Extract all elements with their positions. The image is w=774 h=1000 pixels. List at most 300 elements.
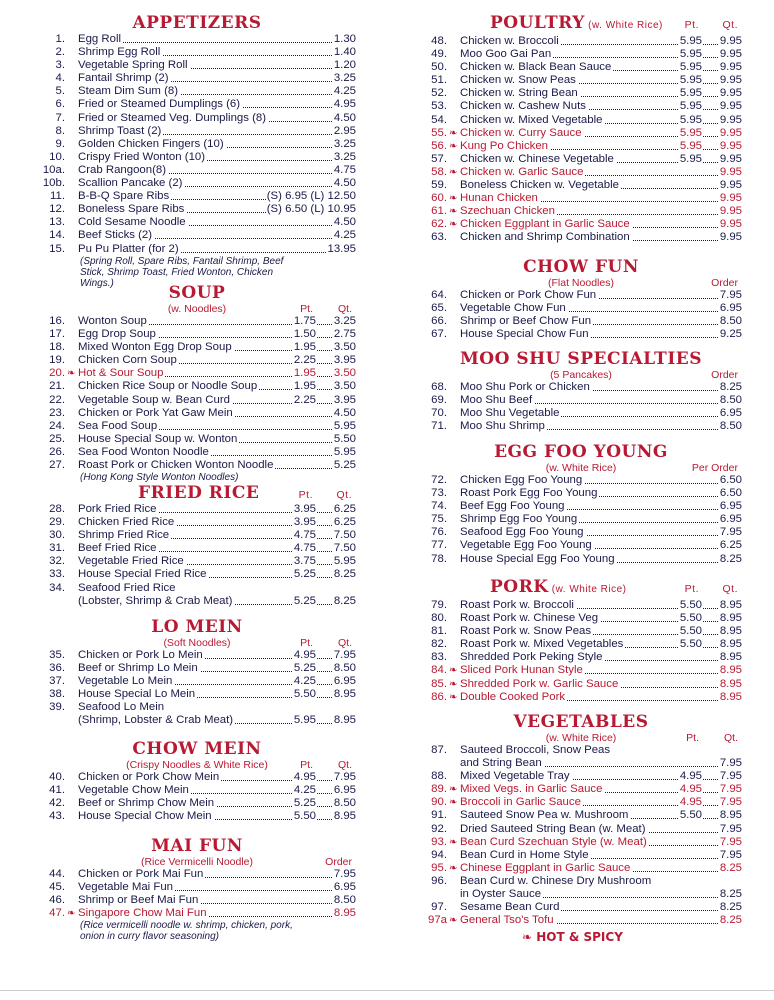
pepper-icon: ❧ — [449, 678, 458, 690]
item-price: 6.25 — [719, 539, 742, 552]
item-number: 12. — [49, 203, 65, 216]
item-number: 91. — [431, 809, 447, 822]
item-name: Bean Curd Szechuan Style (w. Meat) — [460, 835, 647, 848]
item-number: 92. — [431, 822, 447, 835]
item-number: 90. — [431, 796, 447, 809]
item-name: Shrimp Egg Roll — [78, 46, 161, 59]
menu-item — [38, 675, 356, 688]
menu-item — [38, 315, 356, 328]
item-name: Bean Curd in Home Style — [460, 848, 589, 861]
pepper-icon: ❧ — [449, 140, 458, 152]
item-name: Hot & Sour Soup — [78, 367, 164, 380]
menu-item — [420, 836, 742, 849]
item-price-pint: 5.95 — [679, 113, 702, 126]
menu-item — [38, 72, 356, 85]
item-price-quart: 7.95 — [333, 771, 356, 783]
menu-item — [420, 153, 742, 166]
menu-item — [38, 229, 356, 242]
section-subheader — [38, 303, 356, 315]
menu-item — [38, 784, 356, 797]
item-price: 8.50 — [333, 894, 356, 907]
item-number: 10b. — [42, 177, 65, 190]
column-header-pint: Pt. — [300, 759, 313, 771]
menu-item — [38, 125, 356, 138]
item-price-pint: 5.25 — [293, 797, 316, 810]
item-price-quart: 7.95 — [719, 848, 742, 861]
item-price-quart: 3.25 — [333, 315, 356, 327]
item-name: Chicken w. Mixed Vegetable — [460, 113, 603, 126]
item-price-quart: 6.95 — [333, 784, 356, 797]
section-title — [38, 837, 356, 856]
item-number: 8. — [55, 124, 65, 137]
item-name: Shrimp Egg Foo Young — [460, 513, 578, 526]
menu-item — [38, 894, 356, 907]
item-name: Sea Food Wonton Noodle — [78, 445, 209, 458]
item-name: Egg Roll — [78, 33, 122, 45]
menu-item-continued — [420, 757, 742, 770]
item-price-pint: 4.95 — [293, 771, 316, 783]
menu-item — [38, 407, 356, 420]
menu-item — [420, 612, 742, 625]
item-price-quart: 5.95 — [333, 445, 356, 458]
section-chow-fun — [420, 258, 742, 341]
item-name: Roast Pork or Chicken Wonton Noodle — [78, 459, 274, 472]
pepper-icon: ❧ — [449, 836, 458, 848]
menu-item — [38, 529, 356, 542]
pepper-icon: ❧ — [449, 784, 458, 796]
item-price-quart: 3.50 — [333, 341, 356, 354]
item-number: 31. — [49, 542, 65, 555]
item-number: 27. — [49, 459, 65, 472]
menu-item — [420, 394, 742, 407]
section-note: (Spring Roll, Spare Ribs, Fantail Shrimp, Beef Stick, Shrimp Toast, Fried Wonton, Chicken Wings.) — [80, 255, 284, 289]
item-name: Vegetable Lo Mein — [78, 675, 173, 688]
menu-item — [420, 407, 742, 420]
menu-item — [38, 138, 356, 151]
item-price: 4.25 — [333, 85, 356, 98]
menu-item-continued — [420, 888, 742, 901]
item-name: Roast Pork w. Broccoli — [460, 599, 574, 611]
item-name: Broccoli in Garlic Sauce — [460, 796, 581, 809]
pepper-icon: ❧ — [449, 193, 458, 205]
menu-item — [420, 513, 742, 526]
section-title-text: FRIED RICE — [138, 483, 260, 503]
item-price-quart: 8.25 — [719, 914, 742, 927]
item-name: Chicken w. Chinese Vegetable — [460, 152, 614, 165]
menu-item — [38, 190, 356, 203]
item-number: 40. — [49, 771, 65, 783]
item-number: 46. — [49, 894, 65, 907]
item-number: 69. — [431, 394, 447, 407]
menu-item — [38, 112, 356, 125]
item-price-quart: 9.95 — [719, 74, 742, 87]
item-name: Beef or Shrimp Lo Mein — [78, 662, 198, 675]
item-price: 13.95 — [327, 242, 356, 255]
section-pork — [420, 578, 742, 704]
item-price-pint: 4.95 — [679, 783, 702, 796]
menu-item — [38, 328, 356, 341]
item-name: Beef Sticks (2) — [78, 229, 153, 242]
section-subtitle: (Rice Vermicelli Noodle) — [140, 856, 254, 868]
section-subtitle: (w. White Rice) — [545, 732, 617, 744]
item-price-quart: 6.25 — [333, 516, 356, 529]
item-price-pint: 4.25 — [293, 675, 316, 688]
section-moo-shu-specialties — [420, 350, 742, 433]
menu-item — [420, 487, 742, 500]
item-name: Roast Pork w. Mixed Vegetables — [460, 638, 624, 651]
item-name: Pu Pu Platter (for 2) — [78, 242, 179, 255]
section-title-text: LO MEIN — [151, 617, 243, 637]
item-price-quart: 5.50 — [333, 432, 356, 445]
menu-item — [38, 433, 356, 446]
menu-item — [38, 367, 356, 380]
item-number: 4. — [55, 72, 65, 85]
item-name: Vegetable Spring Roll — [78, 59, 188, 72]
column-header-pint: Pt. — [684, 583, 699, 595]
item-name: Sesame Bean Curd — [460, 901, 560, 914]
item-price-pint: 2.25 — [293, 393, 316, 406]
item-name: Egg Drop Soup — [78, 328, 156, 341]
item-name: House Special Fried Rice — [78, 568, 207, 581]
menu-item — [420, 61, 742, 74]
item-price: 2.95 — [333, 124, 356, 137]
menu-item — [420, 783, 742, 796]
item-price: 7.95 — [333, 868, 356, 880]
menu-item — [420, 862, 742, 875]
item-number: 25. — [49, 432, 65, 445]
section-subtitle: (w. Noodles) — [167, 303, 227, 315]
item-name: Roast Pork w. Chinese Veg — [460, 612, 599, 625]
column-header-pint: Pt. — [300, 637, 313, 649]
item-number: 5. — [55, 85, 65, 98]
item-number: 81. — [431, 625, 447, 638]
item-price-quart: 9.95 — [719, 126, 742, 139]
menu-item-continued — [38, 714, 356, 727]
menu-item — [38, 394, 356, 407]
item-number: 63. — [431, 231, 447, 244]
item-price-pint: 5.50 — [679, 599, 702, 611]
item-price: 7.95 — [719, 526, 742, 539]
section-subheader — [420, 732, 742, 744]
section-lo-mein — [38, 618, 356, 728]
section-title-text: SOUP — [168, 283, 226, 303]
item-name: Dried Sauteed String Bean (w. Meat) — [460, 822, 646, 835]
item-number: 44. — [49, 868, 65, 880]
item-price-pint: 5.95 — [679, 139, 702, 152]
menu-item — [420, 381, 742, 394]
menu-item — [420, 796, 742, 809]
item-number: 1. — [55, 33, 65, 45]
item-name: Chicken w. Snow Peas — [460, 74, 576, 87]
item-price-pint: 4.75 — [293, 529, 316, 542]
item-number: 87. — [431, 744, 447, 756]
menu-item — [38, 503, 356, 516]
item-name: Sea Food Soup — [78, 419, 158, 432]
bottom-divider — [0, 990, 774, 991]
section-fried-rice — [38, 484, 356, 608]
section-subheader — [38, 856, 356, 868]
column-header-pint: Pt. — [300, 303, 313, 315]
item-price-quart: 5.95 — [333, 419, 356, 432]
item-price: 8.50 — [719, 420, 742, 433]
item-name: Mixed Vegs. in Garlic Sauce — [460, 783, 603, 796]
item-number: 18. — [49, 341, 65, 354]
item-price-pint: 4.95 — [679, 796, 702, 809]
item-price-quart: 8.25 — [719, 888, 742, 901]
item-price-quart: 8.95 — [719, 599, 742, 611]
item-price: 8.25 — [719, 552, 742, 565]
menu-item — [420, 809, 742, 822]
menu-item — [38, 59, 356, 72]
item-number: 9. — [55, 137, 65, 150]
item-price-quart: 8.25 — [333, 594, 356, 607]
item-price-pint: 5.25 — [293, 568, 316, 581]
section-note: (Hong Kong Style Wonton Noodles) — [80, 472, 239, 484]
item-price-pint: 5.95 — [679, 35, 702, 47]
section-subheader — [38, 759, 356, 771]
item-price: 3.25 — [333, 150, 356, 163]
pepper-icon: ❧ — [449, 665, 458, 677]
item-number: 60. — [431, 192, 447, 205]
item-price-pint: 4.95 — [679, 770, 702, 783]
item-price: 6.50 — [719, 487, 742, 500]
item-number: 83. — [431, 651, 447, 664]
legend-label: HOT & SPICY — [536, 930, 623, 944]
item-name: Shrimp or Beef Chow Fun — [460, 315, 592, 328]
item-price-quart: 8.95 — [333, 714, 356, 727]
item-number: 30. — [49, 529, 65, 542]
item-price: 4.50 — [333, 216, 356, 229]
menu-item — [420, 526, 742, 539]
menu-item — [420, 48, 742, 61]
item-name: Seafood Egg Foo Young — [460, 526, 584, 539]
item-price-quart: 8.25 — [719, 901, 742, 914]
column-header-quart: Order — [711, 369, 738, 381]
item-price-pint: 1.95 — [293, 367, 316, 380]
item-price: (S) 6.50 (L) 10.95 — [266, 203, 356, 216]
section-title — [38, 284, 356, 303]
item-name: Shrimp or Beef Mai Fun — [78, 894, 199, 907]
item-number: 48. — [431, 35, 447, 47]
item-price-quart: 8.95 — [719, 651, 742, 664]
menu-item — [420, 474, 742, 487]
menu-item — [420, 500, 742, 513]
item-name: Moo Shu Shrimp — [460, 420, 545, 433]
item-number: 16. — [49, 315, 65, 327]
pepper-icon: ❧ — [449, 127, 458, 139]
item-name: Fantail Shrimp (2) — [78, 72, 169, 85]
column-header-quart: Qt. — [722, 19, 738, 31]
item-name: Boneless Spare Ribs — [78, 203, 185, 216]
item-number: 71. — [431, 420, 447, 433]
item-name: Sauteed Broccoli, Snow Peas — [460, 744, 611, 756]
item-number: 36. — [49, 662, 65, 675]
item-price: 1.30 — [333, 33, 356, 45]
menu-item — [38, 555, 356, 568]
item-price: 6.95 — [333, 881, 356, 894]
item-name: Pork Fried Rice — [78, 503, 157, 515]
item-number: 84. — [431, 664, 447, 677]
item-number: 97a — [427, 914, 447, 927]
menu-item — [420, 302, 742, 315]
item-number: 93. — [431, 835, 447, 848]
column-header-quart: Qt. — [336, 489, 352, 501]
item-price-quart: 7.95 — [719, 770, 742, 783]
item-number: 11. — [50, 190, 65, 203]
section-title — [420, 713, 742, 732]
section-vegetables — [420, 713, 742, 927]
item-name: Chicken or Pork Chow Fun — [460, 289, 597, 301]
item-number: 62. — [431, 218, 447, 231]
item-price-quart: 9.95 — [719, 231, 742, 244]
item-description: and String Bean — [460, 757, 542, 770]
item-number: 10. — [49, 150, 65, 163]
menu-item — [420, 74, 742, 87]
menu-item — [420, 100, 742, 113]
item-number: 64. — [431, 289, 447, 301]
section-title-text: MOO SHU SPECIALTIES — [459, 349, 703, 369]
item-number: 78. — [431, 552, 447, 565]
menu-item — [420, 691, 742, 704]
item-price: 4.25 — [333, 229, 356, 242]
column-header-quart: Qt. — [337, 759, 352, 771]
item-name: Mixed Wonton Egg Drop Soup — [78, 341, 232, 354]
column-header-quart: Order — [711, 277, 738, 289]
menu-item — [38, 85, 356, 98]
item-name: Crispy Fried Wonton (10) — [78, 150, 206, 163]
item-name: Chicken w. Black Bean Sauce — [460, 61, 612, 74]
section-title — [38, 618, 356, 637]
item-name: House Special Soup w. Wonton — [78, 432, 238, 445]
section-title — [420, 350, 742, 369]
menu-item — [420, 192, 742, 205]
item-price: 4.95 — [333, 98, 356, 111]
section-soup — [38, 284, 356, 483]
item-price-quart: 8.95 — [719, 677, 742, 690]
item-number: 73. — [431, 487, 447, 500]
menu-item — [38, 216, 356, 229]
section-title — [38, 14, 356, 33]
pepper-icon: ❧ — [449, 166, 458, 178]
section-title — [38, 484, 356, 503]
menu-item — [420, 539, 742, 552]
item-price-pint: 5.95 — [293, 714, 316, 727]
item-number: 55. — [431, 126, 447, 139]
item-number: 37. — [49, 675, 65, 688]
pepper-icon: ❧ — [449, 219, 458, 231]
column-header-quart: Qt. — [337, 637, 352, 649]
item-name: Shredded Pork w. Garlic Sauce — [460, 677, 619, 690]
item-price-pint: 5.95 — [679, 74, 702, 87]
section-title — [38, 740, 356, 759]
item-number: 17. — [49, 328, 65, 341]
item-name: Steam Dim Sum (8) — [78, 85, 179, 98]
item-price: 6.95 — [719, 513, 742, 526]
section-poultry — [420, 14, 742, 245]
section-subheader — [420, 277, 742, 289]
item-name: Sauteed Snow Pea w. Mushroom — [460, 809, 629, 822]
column-header-quart: Per Order — [691, 462, 738, 474]
item-name: Cold Sesame Noodle — [78, 216, 186, 229]
item-number: 70. — [431, 407, 447, 420]
menu-item — [420, 553, 742, 566]
item-number: 45. — [49, 881, 65, 894]
section-title — [420, 258, 742, 277]
section-title — [420, 443, 742, 462]
item-price-pint: 2.25 — [293, 354, 316, 367]
menu-item — [420, 823, 742, 836]
menu-item — [420, 35, 742, 48]
menu-item — [420, 218, 742, 231]
menu-item — [38, 33, 356, 46]
menu-item-continued — [38, 595, 356, 608]
item-price-quart: 3.95 — [333, 354, 356, 367]
item-number: 51. — [431, 74, 447, 87]
section-note: (Rice vermicelli noodle w. shrimp, chicken, pork, onion in curry flavor seasoning) — [80, 920, 293, 943]
item-price-quart: 7.95 — [719, 757, 742, 770]
column-header-quart: Qt. — [722, 583, 738, 595]
item-price: 3.25 — [333, 72, 356, 85]
section-title-text: MAI FUN — [151, 836, 243, 856]
menu-item — [420, 114, 742, 127]
item-price-quart: 8.95 — [333, 810, 356, 823]
section-egg-foo-young — [420, 443, 742, 566]
item-price-pint: 5.50 — [679, 625, 702, 638]
item-name: Fried or Steamed Veg. Dumplings (8) — [78, 111, 267, 124]
item-price-quart: 3.50 — [333, 367, 356, 380]
item-name: Chicken or Pork Mai Fun — [78, 868, 204, 880]
item-name: Chicken Egg Foo Young — [460, 474, 583, 486]
item-number: 24. — [49, 419, 65, 432]
item-name: Vegetable Chow Fun — [460, 302, 566, 315]
menu-item — [38, 380, 356, 393]
item-number: 14. — [49, 229, 65, 242]
item-name: Moo Goo Gai Pan — [460, 48, 552, 61]
menu-item — [420, 638, 742, 651]
item-number: 13. — [49, 216, 65, 229]
item-price-quart: 8.95 — [719, 625, 742, 638]
column-header-quart: Qt. — [723, 732, 738, 744]
menu-item — [38, 771, 356, 784]
item-name: Wonton Soup — [78, 315, 147, 327]
menu-item — [420, 179, 742, 192]
item-price-pint: 5.50 — [293, 688, 316, 701]
item-price-quart: 9.95 — [719, 100, 742, 113]
item-price-quart: 4.50 — [333, 406, 356, 419]
item-number: 41. — [49, 784, 65, 797]
item-name: Kung Po Chicken — [460, 139, 549, 152]
item-number: 68. — [431, 381, 447, 393]
item-price-pint: 1.95 — [293, 380, 316, 393]
item-name: Shrimp Fried Rice — [78, 529, 170, 542]
section-title — [420, 578, 742, 599]
item-name: Shrimp Toast (2) — [78, 124, 162, 137]
item-name: Singapore Chow Mai Fun — [78, 907, 207, 920]
menu-item — [38, 810, 356, 823]
item-price-quart: 9.95 — [719, 165, 742, 178]
item-name: Boneless Chicken w. Vegetable — [460, 179, 619, 192]
section-title — [420, 14, 742, 35]
item-price-quart: 2.75 — [333, 328, 356, 341]
column-header-pint: Pt. — [684, 19, 699, 31]
menu-item — [420, 420, 742, 433]
item-number: 56. — [431, 139, 447, 152]
item-price-pint: 3.75 — [293, 555, 316, 568]
menu-item — [38, 203, 356, 216]
item-name: House Special Lo Mein — [78, 688, 196, 701]
item-name: Shredded Pork Peking Style — [460, 651, 603, 664]
item-number: 94. — [431, 848, 447, 861]
